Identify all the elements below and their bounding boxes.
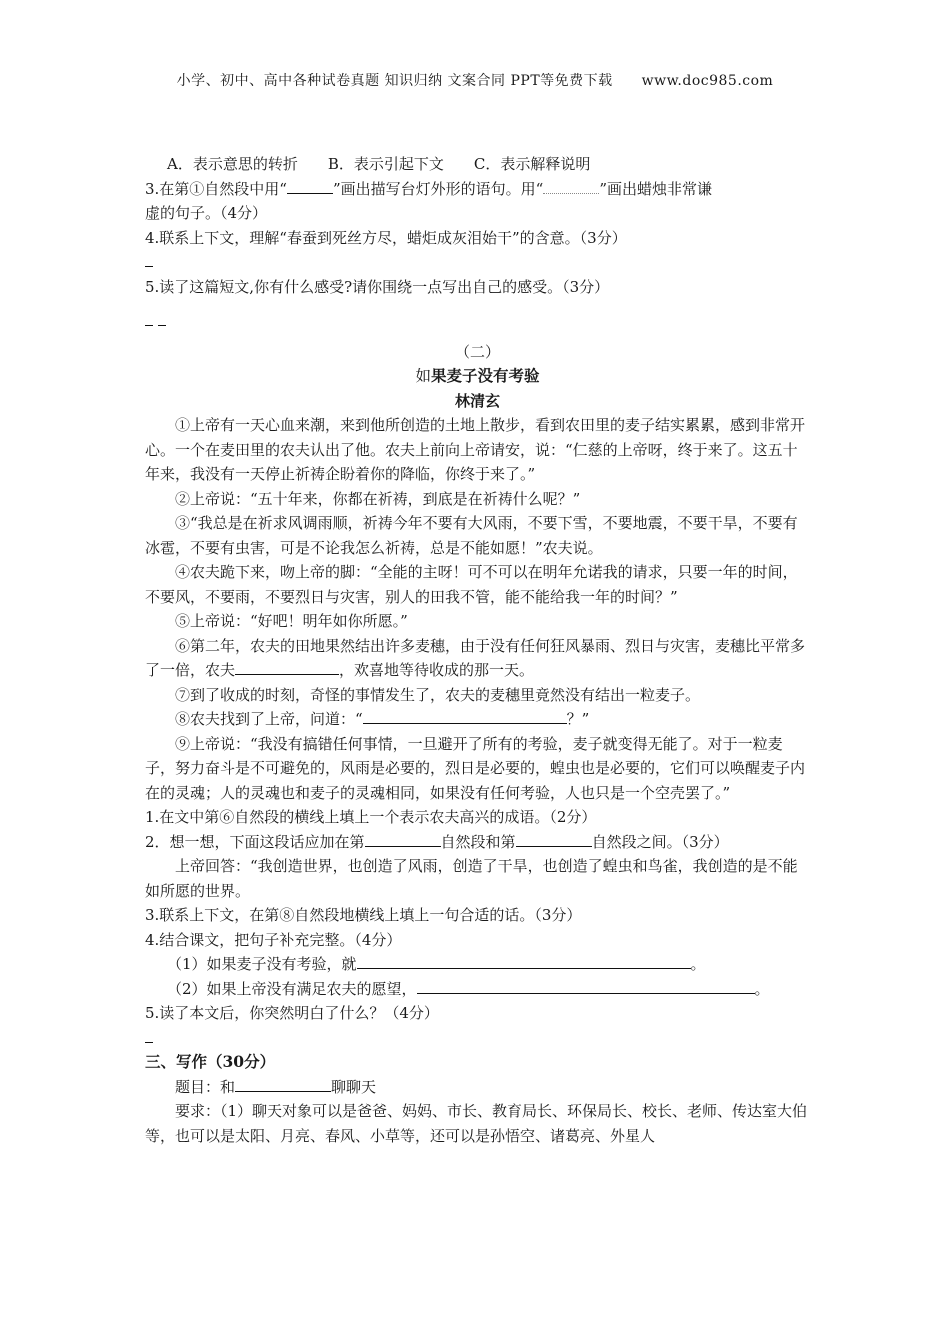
q4-1-blank [357, 953, 691, 969]
p6-text-b: ，欢喜地等待收成的那一天。 [339, 661, 535, 679]
q3-text-a: 3.在第①自然段中用“ [145, 179, 287, 198]
q2-text-b: 自然段和第 [440, 832, 516, 851]
q2-blank-2 [516, 831, 592, 847]
q3-text-b: ”画出描写台灯外形的语句。用“ [332, 179, 544, 198]
topic-text-a: 题目：和 [175, 1077, 236, 1096]
header-text: 小学、初中、高中各种试卷真题 知识归纳 文案合同 PPT等免费下载 [176, 73, 613, 89]
p2-question-5: 5.读了本文后，你突然明白了什么？（4分） [145, 1004, 439, 1022]
answer-stub-3 [145, 1026, 810, 1051]
section-label: （二） [454, 342, 500, 361]
stub-mark [145, 256, 153, 267]
options-line: A．表示意思的转折 B．表示引起下文 C．表示解释说明 [167, 155, 591, 173]
q2-blank-1 [365, 831, 441, 847]
p2-question-2 [145, 830, 810, 855]
paragraph-4: ④农夫跪下来，吻上帝的脚：“全能的主呀！可不可以在明年允诺我的请求，只要一年的时间，不要风，不要雨，不要烈日与灾害，别人的田我不管，能不能给我一年的时间？” [145, 563, 798, 606]
paragraph-5: ⑤上帝说：“好吧！明年如你所愿。” [175, 612, 408, 630]
page-header [0, 70, 950, 90]
q3-blank-1 [287, 178, 333, 194]
topic-blank [235, 1076, 331, 1092]
writing-requirements: 要求：（1）聊天对象可以是爸爸、妈妈、市长、教育局长、环保局长、校长、老师、传达室大伯等，也可以是太阳、月亮、春风、小草等，还可以是孙悟空、诸葛亮、外星人 [145, 1102, 808, 1145]
paragraph-6 [145, 634, 810, 683]
p2-question-4-2 [145, 977, 810, 1002]
q4-2-period: 。 [754, 979, 770, 998]
q4-1-period: 。 [690, 955, 706, 973]
passage-author: 林清玄 [454, 391, 500, 410]
q4-2-blank [417, 978, 755, 994]
p8-text-a: ⑧农夫找到了上帝，问道：“ [175, 710, 363, 728]
p6-text-a: ⑥第二年，农夫的田地果然结出许多麦穗，由于没有任何狂风暴雨、烈日与灾害，麦穗比平常多了一倍，农夫 [145, 636, 806, 679]
p8-blank [363, 708, 567, 724]
p2-question-2-quote: 上帝回答：“我创造世界，也创造了风雨，创造了干旱，也创造了蝗虫和鸟雀，我创造的是不能如所愿的世界。 [145, 857, 798, 900]
question-3 [145, 177, 810, 202]
paragraph-1: ①上帝有一天心血来潮，来到他所创造的土地上散步，看到农田里的麦子结实累累，感到非常开心。一个在麦田里的农夫认出了他。农夫上前向上帝请安，说：“仁慈的上帝呀，终于来了。这五十年来，我没有一天停止祈祷企盼着你的降临，你终于来了。” [145, 416, 806, 483]
q4-1-text: （1）如果麦子没有考验，就 [167, 955, 357, 973]
stub-mark [158, 315, 166, 326]
stub-mark [145, 315, 153, 326]
writing-topic [145, 1075, 810, 1100]
q3-blank-2 [543, 178, 599, 194]
answer-stub-2 [145, 309, 810, 334]
title-first-char: 如 [415, 367, 431, 385]
question-3-cont: 虚的句子。（4分） [145, 204, 268, 222]
topic-text-b: 聊聊天 [331, 1077, 377, 1096]
p2-question-4: 4.结合课文，把句子补充完整。（4分） [145, 930, 402, 949]
question-5: 5.读了这篇短文,你有什么感受?请你围绕一点写出自己的感受。（3分） [145, 277, 610, 296]
paragraph-2: ②上帝说：“五十年来，你都在祈祷，到底是在祈祷什么呢？” [175, 489, 581, 508]
p2-question-1: 1.在文中第⑥自然段的横线上填上一个表示农夫高兴的成语。（2分） [145, 808, 597, 826]
p6-blank [235, 659, 339, 675]
question-4: 4.联系上下文，理解“春蚕到死丝方尽，蜡炬成灰泪始干”的含意。（3分） [145, 228, 627, 247]
q2-text-a: 2．想一想，下面这段话应加在第 [145, 832, 365, 851]
document-body [145, 152, 810, 1148]
answer-stub-1 [145, 250, 810, 275]
paragraph-7: ⑦到了收成的时刻，奇怪的事情发生了，农夫的麦穗里竟然没有结出一粒麦子。 [175, 685, 701, 704]
p2-question-4-1 [145, 952, 810, 977]
paragraph-8 [145, 707, 810, 732]
title-rest: 果麦子没有考验 [431, 366, 540, 385]
paragraph-3: ③“我总是在祈求风调雨顺，祈祷今年不要有大风雨，不要下雪，不要地震，不要干旱，不要有冰雹，不要有虫害，可是不论我怎么祈祷，总是不能如愿！”农夫说。 [145, 514, 798, 557]
q4-2-text: （2）如果上帝没有满足农夫的愿望， [167, 979, 417, 998]
paragraph-9: ⑨上帝说：“我没有搞错任何事情，一旦避开了所有的考验，麦子就变得无能了。对于一粒麦子，努力奋斗是不可避免的，风雨是必要的，烈日是必要的，蝗虫也是必要的，它们可以唤醒麦子内在的灵魂；人的灵魂也和麦子的灵魂相同，如果没有任何考验，人也只是一个空壳罢了。” [145, 734, 806, 802]
p2-question-3: 3.联系上下文，在第⑧自然段地横线上填上一句合适的话。（3分） [145, 906, 582, 924]
stub-mark [145, 1032, 153, 1043]
p8-text-b: ？” [566, 710, 590, 728]
q3-text-c: ”画出蜡烛非常谦 [599, 179, 712, 198]
q2-text-c: 自然段之间。（3分） [591, 832, 729, 851]
passage-title [145, 364, 810, 389]
header-site: www.doc985.com [641, 73, 774, 89]
writing-heading: 三、写作（30分） [145, 1052, 276, 1071]
